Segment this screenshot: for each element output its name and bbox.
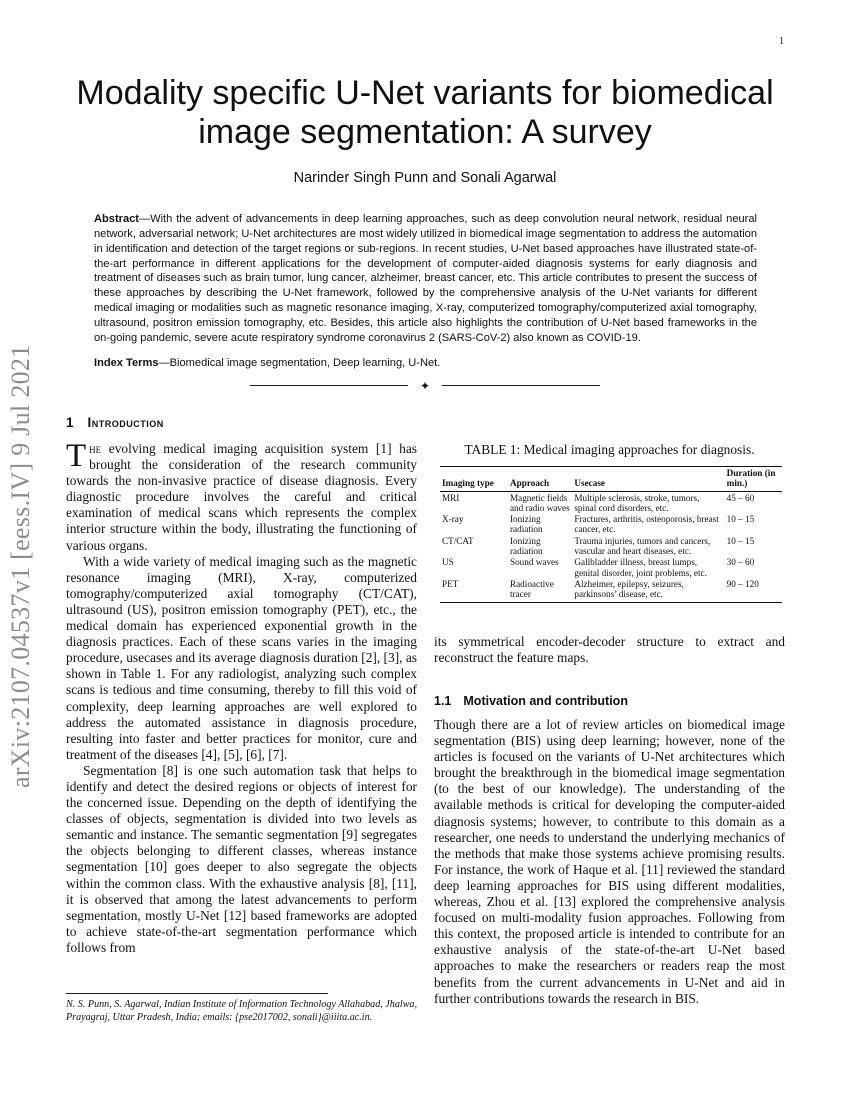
cell-duration: 10 – 15: [726, 535, 755, 546]
table-row: [440, 491, 782, 513]
section-1-title: Introduction: [87, 415, 164, 430]
header-usecase: Usecase: [572, 467, 724, 492]
diamond-ornament-icon: ✦: [420, 379, 431, 393]
intro-paragraph-3: Segmentation [8] is one such automation task that helps to identify and detect the desired regions or objects of interest for the concerned issue. Depending on the depth of identifying the classes of objects, segmentation is divided into two levels as semantic and instance. The semantic segmentation [9] segregates the objects belonging to different classes, whereas instance segmentation [10] goes deeper to also segregate the objects within the common class. With the exhaustive analysis [8], [11], it is observed that among the latest advancements to perform segmentation, mostly U-Net [12] based frameworks are adopted to achieve state-of-the-art segmentation performance which follows from: [66, 762, 417, 955]
left-column-body: [66, 438, 418, 956]
author-affiliation-footnote: N. S. Punn, S. Agarwal, Indian Institute of Information Technology Allahabad, Jhalwa, Prayagraj, Uttar Pradesh, India; emails: {pse2017002, sonali}@iiita.ac.in.: [66, 999, 417, 1024]
divider-line-right: [442, 385, 600, 386]
cell-approach: Radioactive tracer: [508, 578, 572, 602]
index-terms-text: —Biomedical image segmentation, Deep learning, U-Net.: [158, 357, 441, 369]
section-1-number: 1: [66, 415, 74, 430]
cell-imaging-type: US: [442, 557, 454, 568]
drop-cap: T: [66, 438, 87, 474]
section-1-1-title: Motivation and contribution: [463, 694, 628, 708]
imaging-approaches-table: [440, 466, 782, 603]
table-header-row: [440, 467, 782, 492]
footnote-rule: [66, 993, 328, 994]
section-1-1-number: 1.1: [434, 694, 452, 708]
cell-usecase: Alzheimer, epilepsy, seizures, parkinsons’ disease, etc.: [572, 578, 724, 602]
cell-imaging-type: X-ray: [442, 514, 464, 525]
paper-authors: Narinder Singh Punn and Sonali Agarwal: [293, 170, 557, 186]
motivation-paragraph-1: Though there are a lot of review articles on biomedical image segmentation (BIS) using deep learning; however, none of the articles is focused on the variants of U-Net architectures which brought the breakthrough in the biomedical image segmentation (to the best of our knowledge). The understanding of the available methods is critical for developing the computer-aided diagnosis systems; however, to contribute to this domain as a researcher, one needs to understand the underlying mechanics of the methods that make those systems achieve promising results. For instance, the work of Haque et al. [11] reviewed the standard deep learning approaches for BIS using different modalities, whereas, Zhou et al. [13] explored the comprehensive analysis focused on multi-modality fusion approaches. Following from this context, the proposed article is intended to contribute for an exhaustive analysis of the state-of-the-art U-Net based approaches to make the researchers or readers reap the most benefits from the current advancements in U-Net and aid in further contributions towards the research in BIS.: [434, 717, 785, 1006]
arxiv-identifier-stamp: arXiv:2107.04537v1 [eess.IV] 9 Jul 2021: [6, 344, 35, 788]
cell-approach: Sound waves: [509, 557, 559, 568]
cell-duration: 45 – 60: [726, 492, 755, 503]
intro-paragraph-1: [66, 438, 417, 554]
abstract-label: Abstract: [94, 213, 140, 225]
abstract: [94, 212, 757, 346]
table-row: [440, 578, 782, 602]
table-row: [440, 535, 782, 557]
index-terms-label: Index Terms: [94, 357, 159, 369]
paper-title: Modality specific U-Net variants for biomedical image segmentation: A survey: [76, 74, 774, 151]
divider-line-left: [250, 385, 408, 386]
index-terms: [94, 357, 757, 369]
section-divider: [250, 379, 600, 393]
cell-duration: 10 – 15: [726, 514, 755, 525]
cell-usecase: Fractures, arthritis, osteoporosis, breast cancer, etc.: [574, 514, 719, 535]
section-1-heading: [66, 415, 164, 430]
header-approach: Approach: [508, 467, 572, 492]
table-1-caption: TABLE 1: Medical imaging approaches for diagnosis.: [464, 442, 755, 457]
intro-paragraph-1-text: evolving medical imaging acquisition system [1] has brought the consideration of the research community towards the non-invasive practice of disease diagnosis. Every diagnostic procedure involves the careful and critical examination of medical scans which represents the complex interior structure within the body, illustrating the functioning of various organs.: [66, 441, 417, 553]
table-row: [440, 556, 782, 578]
table-1: [440, 466, 782, 603]
intro-paragraph-2: With a wide variety of medical imaging such as the magnetic resonance imaging (MRI), X-ray, computerized tomography/computerized axial tomography (CT/CAT), ultrasound (US), positron emission tomography (PET), etc., the medical domain has experienced exponential growth in the diagnosis practices. Each of these scans varies in the imaging procedure, usecases and its average diagnosis duration [2], [3], as shown in Table 1. For any radiologist, analyzing such complex scans is tedious and time consuming, thereby to fill this void of complexity, deep learning approaches are well explored to address the automated assistance in diagnosis procedure, resulting into faster and better practices for monitor, cure and treatment of the diseases [4], [5], [6], [7].: [66, 553, 418, 762]
header-imaging-type: Imaging type: [440, 467, 508, 492]
cell-approach: Ionizing radiation: [509, 514, 543, 535]
cell-usecase: Gallbladder illness, breast lumps, genital disorder, joint problems, etc.: [574, 557, 707, 578]
right-column-continuation: [434, 634, 785, 666]
section-1-1-heading: [434, 694, 628, 708]
intro-paragraph-3-continued: its symmetrical encoder-decoder structure to extract and reconstruct the feature maps.: [434, 634, 785, 666]
table-row: [440, 513, 782, 535]
header-duration: Duration (in min.): [725, 467, 782, 492]
abstract-text: —With the advent of advancements in deep learning approaches, such as deep convolution neural network, residual neural network, adversarial network; U-Net architectures are most widely utilized in biomedical image segmentation to address the automation in identification and detection of the target regions or sub-regions. In recent studies, U-Net based approaches have illustrated state-of-the-art performance in different applications for the development of computer-aided diagnosis systems for early diagnosis and treatment of diseases such as brain tumor, lung cancer, alzheimer, breast cancer, etc. This article contributes to present the success of these approaches by describing the U-Net framework, followed by the comprehensive analysis of the U-Net variants for different medical imaging or modalities such as magnetic resonance imaging, X-ray, computerized tomography/computerized axial tomography, ultrasound, positron emission tomography, etc. Besides, this article also highlights the contribution of U-Net based frameworks in the on-going pandemic, severe acute respiratory syndrome coronavirus 2 (SARS-CoV-2) also known as COVID-19.: [94, 213, 757, 344]
page-number: 1: [779, 36, 784, 47]
cell-usecase: Multiple sclerosis, stroke, tumors, spinal cord disorders, etc.: [574, 492, 700, 513]
cell-usecase: Trauma injuries, tumors and cancers, vascular and heart diseases, etc.: [574, 535, 711, 557]
cell-imaging-type: CT/CAT: [442, 535, 474, 546]
intro-lead-word: he: [89, 441, 102, 456]
motivation-body: [434, 717, 785, 1007]
cell-duration: 30 – 60: [726, 557, 755, 568]
cell-approach: Magnetic fields and radio waves: [509, 492, 570, 513]
cell-imaging-type: MRI: [442, 492, 460, 503]
cell-approach: Ionizing radiation: [509, 535, 543, 557]
cell-duration: 90 – 120: [725, 578, 782, 602]
cell-imaging-type: PET: [440, 578, 508, 602]
